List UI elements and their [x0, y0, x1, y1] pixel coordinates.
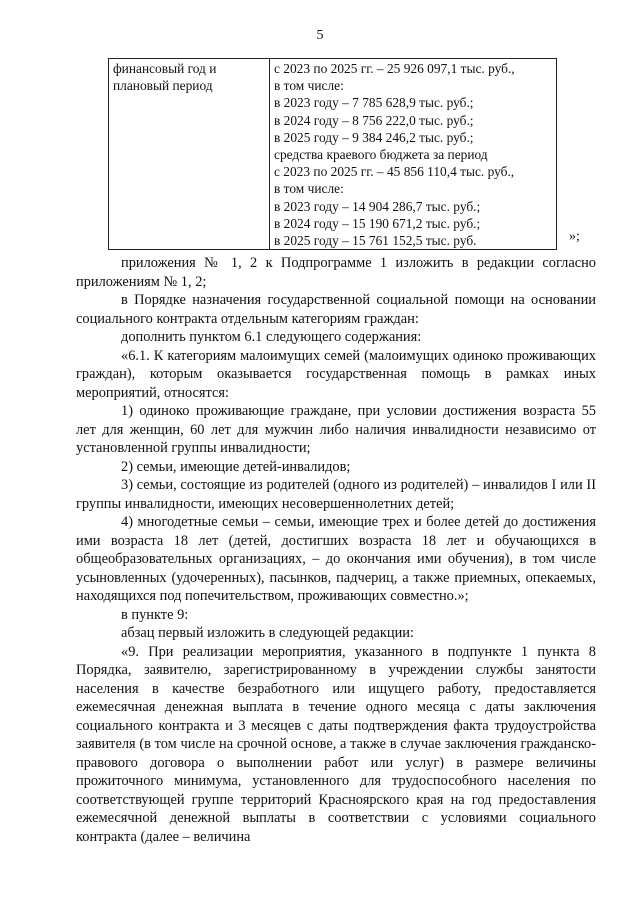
- paragraph: 1) одиноко проживающие граждане, при условии достижения возраста 55 лет для женщин, 60 лет для мужчин либо наличия инвалидности независимо от установленной группы инвалидности;: [76, 403, 596, 456]
- paragraph: 2) семьи, имеющие детей-инвалидов;: [121, 458, 351, 475]
- table-right-line: в 2025 году – 15 761 152,5 тыс. руб.: [274, 233, 477, 249]
- table-left-line: плановый период: [113, 78, 213, 94]
- table-row: [109, 59, 557, 250]
- table-right-line: в 2023 году – 14 904 286,7 тыс. руб.;: [274, 198, 481, 214]
- paragraph: «6.1. К категориям малоимущих семей (малоимущих одиноко проживающих граждан), которым оказывается государственная помощь в рамках иных мероприятий, относятся:: [76, 347, 596, 401]
- paragraph: в Порядке назначения государственной социальной помощи на основании социального контракта отдельным категориям граждан:: [76, 292, 596, 327]
- paragraph: 3) семьи, состоящие из родителей (одного из родителей) – инвалидов I или II группы инвалидности, имеющих несовершеннолетних детей;: [76, 477, 596, 512]
- table-right-line: с 2023 по 2025 гг. – 45 856 110,4 тыс. руб.,: [274, 164, 515, 180]
- paragraph: абзац первый изложить в следующей редакции:: [121, 625, 415, 641]
- table-cell-values: [270, 59, 557, 250]
- table-right-line: в 2024 году – 15 190 671,2 тыс. руб.;: [274, 215, 481, 231]
- table-right-line: в 2024 году – 8 756 222,0 тыс. руб.;: [274, 112, 474, 128]
- page-number: 5: [316, 28, 324, 43]
- financing-table: [108, 58, 557, 250]
- table-closing-quote: »;: [569, 229, 580, 244]
- paragraph: приложения № 1, 2 к Подпрограмме 1 изложить в редакции согласно приложениям № 1, 2;: [76, 255, 596, 290]
- paragraph: 4) многодетные семьи – семьи, имеющие трех и более детей до достижения ими возраста 18 лет (детей, достигших возраста 18 лет и обучающихся в общеобразовательных организациях, – до окончания ими обучения), в том числе усыновленных (удочеренных), пасынков, падчериц, а также приемных, опекаемых, находящихся под попечительством, проживающих совместно.»;: [76, 514, 596, 604]
- paragraph: «9. При реализации мероприятия, указанного в подпункте 1 пункта 8 Порядка, заявителю, зарегистрированному в учреждении службы занятости населения в качестве безработного или ищущего работу, предоставляется ежемесячная денежная выплата в течение одного месяца с даты заключения социального контракта и 3 месяцев с даты подтверждения факта трудоустройства заявителя (в том числе на срочной основе, а также в случае заключения гражданско-правового договора о выполнении работ или услуг) в размере величины прожиточного минимума, установленного для трудоспособного населения по соответствующей группе территорий Красноярского края на год предоставления ежемесячной денежной выплаты в соответствии с условиями социального контракта (далее – величина: [76, 643, 596, 845]
- body-text: [76, 254, 596, 846]
- table-right-line: в том числе:: [274, 78, 344, 94]
- paragraph: дополнить пунктом 6.1 следующего содержания:: [121, 329, 422, 345]
- table-right-line: с 2023 по 2025 гг. – 25 926 097,1 тыс. руб.,: [274, 61, 515, 76]
- table-cell-label: [109, 59, 270, 250]
- table-right-line: в 2025 году – 9 384 246,2 тыс. руб.;: [274, 129, 474, 145]
- table-right-line: в 2023 году – 7 785 628,9 тыс. руб.;: [274, 95, 474, 111]
- table-left-line: финансовый год и: [113, 61, 217, 76]
- table-right-line: в том числе:: [274, 181, 344, 197]
- paragraph: в пункте 9:: [121, 606, 189, 623]
- table-right-line: средства краевого бюджета за период: [274, 147, 488, 163]
